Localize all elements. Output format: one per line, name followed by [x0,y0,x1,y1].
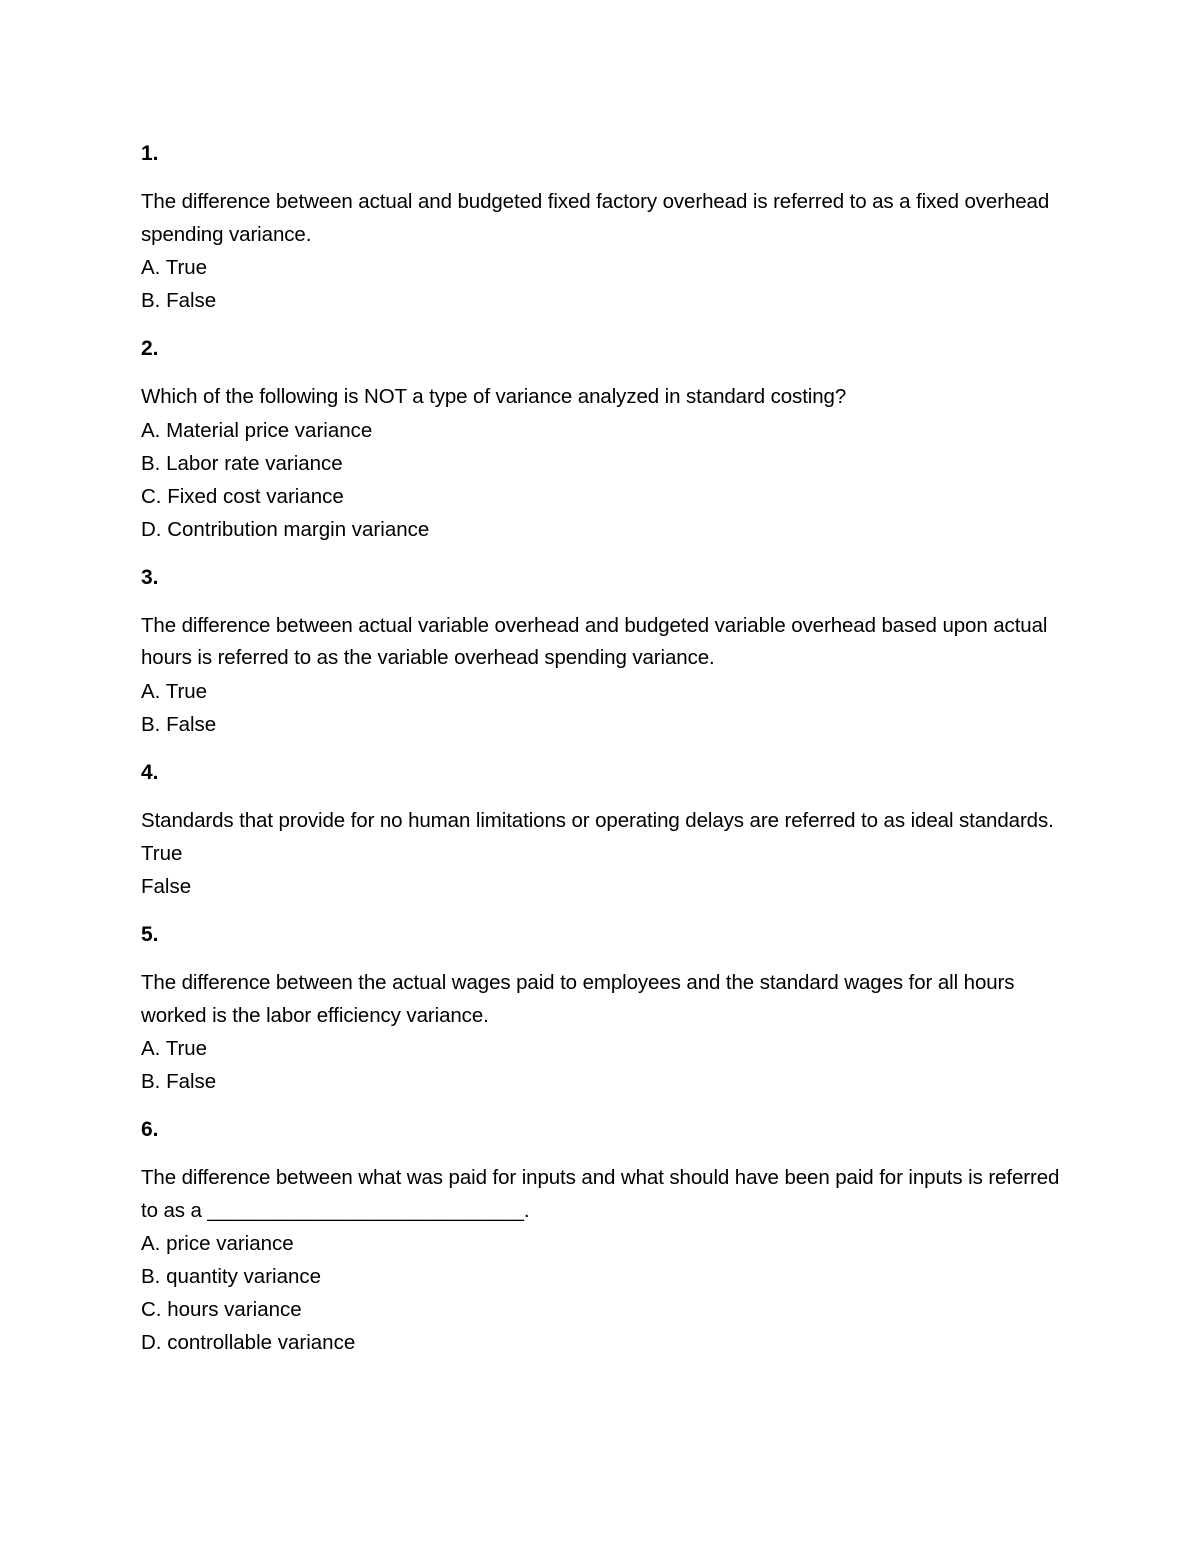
question-1 [141,138,1061,317]
answer-option: B. False [141,1070,217,1093]
answer-option: B. quantity variance [141,1265,322,1288]
answer-options [141,675,1061,741]
answer-option: A. Material price variance [141,418,373,442]
answer-option: B. False [141,289,217,312]
answer-options [141,251,1061,317]
question-text: The difference between actual variable overhead and budgeted variable overhead based upon actual hours is referred to as the variable overhead spending variance. [141,613,1048,669]
question-5 [141,919,1061,1098]
answer-option: D. controllable variance [141,1331,356,1354]
question-number: 5. [141,923,159,946]
answer-option: C. hours variance [141,1298,302,1321]
question-4 [141,757,1061,904]
question-text: The difference between the actual wages paid to employees and the standard wages for all hours worked is the labor efficiency variance. [141,971,1015,1027]
answer-option: A. True [141,1037,208,1060]
answer-option: B. Labor rate variance [141,451,343,475]
question-number: 1. [141,142,159,165]
answer-options [141,1032,1061,1098]
question-text: The difference between actual and budgeted fixed factory overhead is referred to as a fixed overhead spending variance. [141,190,1050,246]
question-number: 4. [141,760,159,784]
answer-option: True [141,842,183,865]
answer-option: False [141,875,192,898]
question-6 [141,1114,1061,1359]
answer-options [141,837,1061,903]
question-text: Which of the following is NOT a type of variance analyzed in standard costing? [141,385,847,408]
question-number: 6. [141,1118,159,1141]
question-3 [141,562,1061,741]
answer-option: A. True [141,679,208,703]
question-2 [141,333,1061,546]
answer-option: A. price variance [141,1232,294,1255]
question-text: Standards that provide for no human limitations or operating delays are referred to as ideal standards. [141,808,1054,832]
quiz-document [141,138,1061,1359]
question-text: The difference between what was paid for inputs and what should have been paid for inputs is referred to as a ____________________________. [141,1166,1060,1222]
answer-options [141,1227,1061,1359]
answer-option: B. False [141,712,217,736]
answer-option: A. True [141,256,208,279]
question-number: 3. [141,565,159,589]
answer-option: C. Fixed cost variance [141,484,344,508]
question-number: 2. [141,337,159,360]
answer-options [141,414,1061,546]
answer-option: D. Contribution margin variance [141,517,430,541]
